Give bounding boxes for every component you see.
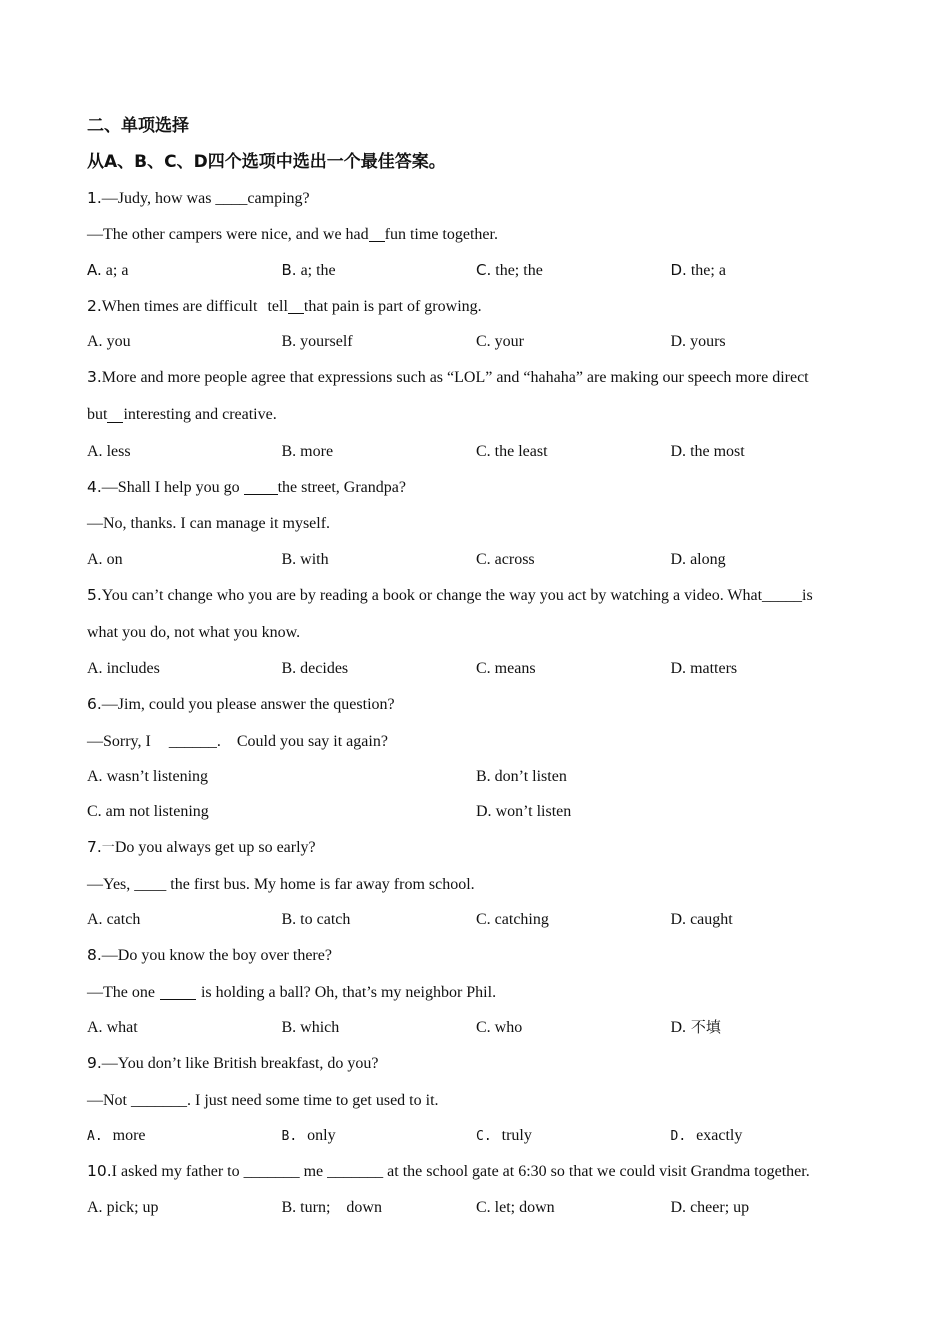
question-text: but bbox=[87, 406, 108, 424]
option-letter: B. bbox=[281, 1129, 298, 1145]
question-8-stem bbox=[87, 938, 867, 975]
option-b[interactable] bbox=[476, 767, 865, 786]
option-text: on bbox=[102, 550, 123, 568]
option-text: yours bbox=[686, 333, 726, 351]
option-letter: B. bbox=[476, 768, 491, 786]
question-4-stem bbox=[87, 469, 867, 506]
exam-page bbox=[87, 108, 867, 1225]
option-a[interactable] bbox=[87, 1126, 282, 1145]
option-text: who bbox=[490, 1019, 523, 1037]
question-text: 一 bbox=[101, 839, 115, 855]
option-b[interactable] bbox=[282, 1018, 477, 1037]
option-b[interactable] bbox=[282, 1126, 477, 1145]
option-letter: D. bbox=[670, 333, 687, 351]
option-letter: C. bbox=[476, 442, 491, 460]
option-d[interactable] bbox=[671, 261, 866, 280]
option-b[interactable] bbox=[282, 659, 477, 678]
question-number: 6. bbox=[87, 695, 102, 714]
option-a[interactable] bbox=[87, 261, 282, 280]
option-text: includes bbox=[102, 660, 160, 678]
option-d[interactable] bbox=[476, 802, 865, 821]
option-text: the; a bbox=[686, 261, 726, 279]
option-letter: C. bbox=[476, 550, 491, 568]
section-title: 二、单项选择 bbox=[87, 115, 189, 136]
option-a[interactable] bbox=[87, 767, 476, 786]
option-text: wasn’t listening bbox=[102, 768, 209, 786]
option-text: your bbox=[490, 333, 524, 351]
option-c[interactable] bbox=[87, 802, 476, 821]
question-text: interesting and creative. bbox=[123, 406, 277, 424]
answer-blank bbox=[160, 985, 196, 1000]
question-number: 10. bbox=[87, 1162, 112, 1181]
question-text: —Not _______. I just need some time to get used to it. bbox=[87, 1091, 439, 1109]
option-text: am not listening bbox=[101, 803, 209, 821]
section-instruction: 从A、B、C、D四个选项中选出一个最佳答案。 bbox=[87, 151, 446, 172]
option-c[interactable] bbox=[476, 442, 671, 461]
option-b[interactable] bbox=[282, 550, 477, 569]
question-3-options bbox=[87, 434, 867, 469]
option-letter: A. bbox=[87, 1198, 103, 1216]
option-letter: A. bbox=[87, 1129, 103, 1145]
question-text: —No, thanks. I can manage it myself. bbox=[87, 515, 331, 533]
option-text: less bbox=[102, 442, 131, 460]
option-letter: D. bbox=[670, 260, 687, 279]
option-text: along bbox=[686, 550, 726, 568]
question-2-stem bbox=[87, 288, 867, 325]
option-b[interactable] bbox=[282, 442, 477, 461]
question-text: When times are difficult bbox=[101, 297, 258, 315]
option-letter: B. bbox=[281, 660, 297, 678]
option-c[interactable] bbox=[476, 1198, 671, 1217]
question-7-stem bbox=[87, 830, 867, 867]
option-text: the; the bbox=[491, 261, 543, 279]
question-number: 8. bbox=[87, 946, 102, 965]
option-text: a; the bbox=[296, 261, 336, 279]
option-text: you bbox=[102, 333, 131, 351]
option-a[interactable] bbox=[87, 1018, 282, 1037]
question-text: —Shall I help you go bbox=[101, 478, 240, 496]
question-9-options bbox=[87, 1119, 867, 1154]
option-letter: A. bbox=[87, 333, 103, 351]
question-text: —The one bbox=[87, 983, 155, 1001]
option-d[interactable] bbox=[671, 659, 866, 678]
option-a[interactable] bbox=[87, 910, 282, 929]
question-text: —The other campers were nice, and we had bbox=[87, 226, 369, 244]
question-5-options bbox=[87, 652, 867, 687]
question-2-options bbox=[87, 325, 867, 360]
option-letter: A. bbox=[87, 442, 103, 460]
option-letter: C. bbox=[476, 911, 491, 929]
option-text: pick; up bbox=[102, 1198, 159, 1216]
option-letter: D. bbox=[670, 1129, 687, 1145]
option-a[interactable] bbox=[87, 332, 282, 351]
option-letter: B. bbox=[281, 442, 297, 460]
option-text: turn; bbox=[296, 1198, 331, 1216]
question-1-stem bbox=[87, 180, 867, 217]
option-letter: C. bbox=[87, 803, 102, 821]
question-text: Do you always get up so early? bbox=[114, 839, 316, 857]
option-text: catch bbox=[102, 911, 141, 929]
option-d[interactable] bbox=[671, 1198, 866, 1217]
option-letter: C. bbox=[476, 1019, 491, 1037]
question-text: is holding a ball? Oh, that’s my neighbor Phil. bbox=[200, 983, 497, 1001]
option-letter: B. bbox=[281, 1019, 297, 1037]
option-c[interactable] bbox=[476, 1126, 671, 1145]
option-text: more bbox=[112, 1127, 146, 1145]
option-d[interactable] bbox=[671, 550, 866, 569]
option-text: what bbox=[102, 1019, 138, 1037]
option-text: decides bbox=[296, 660, 349, 678]
option-d[interactable] bbox=[671, 1018, 866, 1037]
question-4-reply bbox=[87, 506, 867, 543]
question-9-stem bbox=[87, 1046, 867, 1083]
option-letter: D. bbox=[670, 442, 687, 460]
question-6-options-row-1 bbox=[87, 760, 867, 795]
option-d[interactable] bbox=[671, 332, 866, 351]
question-text: —You don’t like British breakfast, do you? bbox=[101, 1055, 379, 1073]
option-text: let; down bbox=[490, 1198, 555, 1216]
option-text: caught bbox=[686, 911, 733, 929]
option-text: more bbox=[296, 442, 334, 460]
question-7-options bbox=[87, 903, 867, 938]
question-text: —Judy, how was ____camping? bbox=[101, 189, 310, 207]
option-d[interactable] bbox=[671, 1126, 866, 1145]
question-number: 7. bbox=[87, 838, 102, 857]
question-5-continued bbox=[87, 614, 867, 652]
option-text: with bbox=[296, 550, 329, 568]
option-letter: C. bbox=[476, 1198, 491, 1216]
option-text: the most bbox=[686, 442, 745, 460]
option-text: cheer; up bbox=[686, 1198, 750, 1216]
option-letter: D. bbox=[476, 803, 492, 821]
option-letter: B. bbox=[281, 1198, 297, 1216]
question-text: —Do you know the boy over there? bbox=[101, 947, 332, 965]
option-d[interactable] bbox=[671, 910, 866, 929]
option-text: exactly bbox=[696, 1127, 743, 1145]
option-letter: A. bbox=[87, 768, 103, 786]
question-text: —Yes, ____ the first bus. My home is far away from school. bbox=[87, 875, 475, 893]
option-letter: D. bbox=[670, 660, 687, 678]
option-a[interactable] bbox=[87, 659, 282, 678]
option-letter: A. bbox=[87, 660, 103, 678]
question-text: ______. bbox=[168, 732, 221, 750]
option-b[interactable] bbox=[282, 332, 477, 351]
option-letter: B. bbox=[281, 911, 297, 929]
option-a[interactable] bbox=[87, 442, 282, 461]
option-b[interactable] bbox=[282, 261, 477, 280]
option-c[interactable] bbox=[476, 659, 671, 678]
option-d[interactable] bbox=[671, 442, 866, 461]
option-letter: C. bbox=[476, 660, 491, 678]
question-8-reply bbox=[87, 974, 867, 1011]
option-text: only bbox=[307, 1127, 336, 1145]
option-letter: B. bbox=[281, 550, 297, 568]
question-3-stem bbox=[87, 360, 867, 397]
option-c[interactable] bbox=[476, 261, 671, 280]
question-text: fun time together. bbox=[384, 226, 498, 244]
question-6-reply bbox=[87, 723, 867, 760]
question-10-options bbox=[87, 1190, 867, 1225]
answer-blank bbox=[288, 299, 304, 314]
question-text: —Sorry, I bbox=[87, 732, 151, 750]
option-b[interactable] bbox=[282, 910, 477, 929]
question-1-options bbox=[87, 253, 867, 288]
question-text: what you do, not what you know. bbox=[87, 623, 301, 641]
question-text: —Jim, could you please answer the question? bbox=[101, 696, 395, 714]
option-text: won’t listen bbox=[491, 803, 572, 821]
question-text: Could you say it again? bbox=[236, 732, 388, 750]
option-a[interactable] bbox=[87, 550, 282, 569]
question-number: 4. bbox=[87, 477, 102, 496]
question-7-reply bbox=[87, 866, 867, 903]
option-letter: D. bbox=[670, 550, 687, 568]
question-text: tell bbox=[267, 297, 288, 315]
option-c[interactable] bbox=[476, 332, 671, 351]
option-text: a; a bbox=[101, 261, 129, 279]
answer-blank bbox=[369, 227, 385, 242]
option-text: means bbox=[490, 660, 536, 678]
option-letter: C. bbox=[476, 1129, 492, 1145]
question-number: 2. bbox=[87, 296, 102, 315]
question-9-reply bbox=[87, 1082, 867, 1119]
option-letter: D. bbox=[670, 911, 687, 929]
question-number: 3. bbox=[87, 368, 102, 387]
answer-blank bbox=[244, 480, 278, 495]
option-letter: C. bbox=[476, 260, 492, 279]
option-text: to catch bbox=[296, 911, 351, 929]
option-letter: A. bbox=[87, 550, 103, 568]
question-6-options-row-2 bbox=[87, 795, 867, 830]
question-text: that pain is part of growing. bbox=[303, 297, 482, 315]
question-number: 5. bbox=[87, 585, 102, 604]
question-4-options bbox=[87, 542, 867, 577]
option-letter: B. bbox=[281, 260, 297, 279]
answer-blank bbox=[107, 408, 123, 423]
question-10-stem bbox=[87, 1154, 867, 1191]
question-text: the street, Grandpa? bbox=[277, 478, 406, 496]
option-text: which bbox=[296, 1019, 340, 1037]
option-text: truly bbox=[501, 1127, 532, 1145]
question-1-reply bbox=[87, 217, 867, 254]
option-c[interactable] bbox=[476, 1018, 671, 1037]
option-letter: A. bbox=[87, 911, 103, 929]
option-c[interactable] bbox=[476, 910, 671, 929]
option-letter: D. bbox=[670, 1198, 687, 1216]
option-text: 不填 bbox=[686, 1018, 721, 1037]
question-number: 9. bbox=[87, 1054, 102, 1073]
option-text: down bbox=[346, 1198, 382, 1216]
question-text: You can’t change who you are by reading a book or change the way you act by watching a video. What_____is bbox=[101, 586, 813, 604]
option-letter: A. bbox=[87, 260, 102, 279]
question-number: 1. bbox=[87, 188, 102, 207]
question-5-stem bbox=[87, 577, 867, 614]
option-letter: D. bbox=[670, 1019, 687, 1037]
question-text: I asked my father to _______ me _______ at the school gate at 6:30 so that we could visit Grandma together. bbox=[111, 1163, 810, 1181]
option-text: matters bbox=[686, 660, 738, 678]
question-6-stem bbox=[87, 687, 867, 724]
question-8-options bbox=[87, 1011, 867, 1046]
option-letter: A. bbox=[87, 1019, 103, 1037]
option-text: yourself bbox=[296, 333, 353, 351]
option-letter: B. bbox=[281, 333, 297, 351]
option-c[interactable] bbox=[476, 550, 671, 569]
question-3-continued bbox=[87, 396, 867, 434]
option-text: don’t listen bbox=[490, 768, 567, 786]
option-b[interactable] bbox=[282, 1198, 477, 1217]
question-text: More and more people agree that expressions such as “LOL” and “hahaha” are making our speech more direct bbox=[101, 369, 809, 387]
option-letter: C. bbox=[476, 333, 491, 351]
option-text: across bbox=[490, 550, 535, 568]
option-text: the least bbox=[490, 442, 548, 460]
option-text: catching bbox=[490, 911, 549, 929]
option-a[interactable] bbox=[87, 1198, 282, 1217]
